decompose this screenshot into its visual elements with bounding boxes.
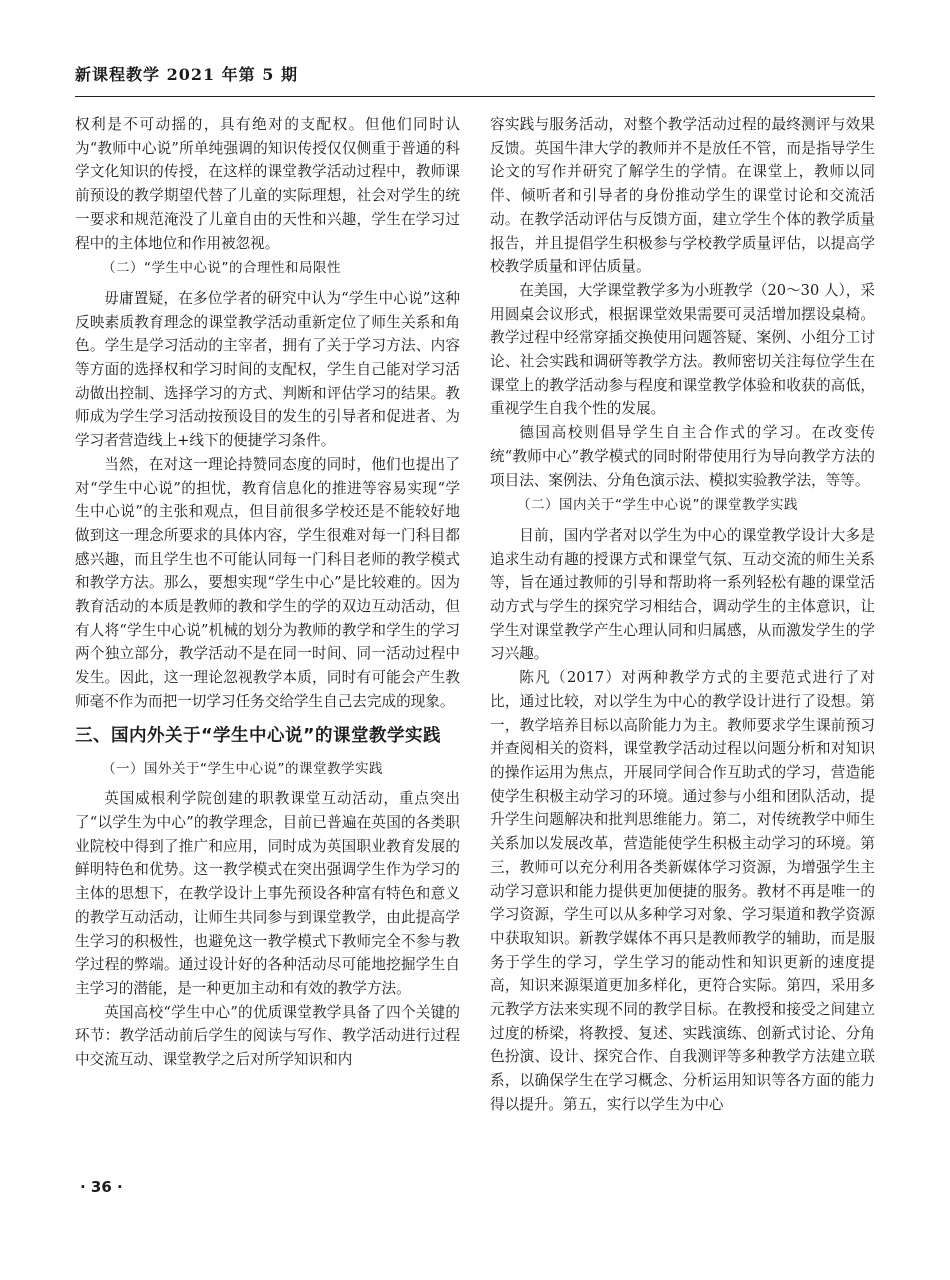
section-heading-2-2: （二）“学生中心说”的合理性和局限性 bbox=[102, 260, 341, 277]
left-column bbox=[75, 113, 460, 1072]
section-heading-3-1: （一）国外关于“学生中心说”的课堂教学实践 bbox=[102, 760, 383, 777]
header-rule bbox=[75, 96, 875, 97]
page-number: · 36 · bbox=[80, 1178, 123, 1196]
journal-running-header: 新课程教学 2021 年第 5 期 bbox=[75, 65, 298, 84]
right-paragraph-4: 目前，国内学者对以学生为中心的课堂教学设计大多是追求生动有趣的授课方式和课堂气氛、互动交流的师生关系等，旨在通过教师的引导和帮助将一系列轻松有趣的课堂活动方式与学生的探究学习相结合，调动学生的主体意识，让学生对课堂教学产生心理认同和归属感，从而激发学生的学习兴趣。 bbox=[490, 526, 875, 663]
left-paragraph-5: 英国高校“学生中心”的优质课堂教学具备了四个关键的环节：教学活动前后学生的阅读与写作、教学活动进行过程中交流互动、课堂教学之后对所学知识和内 bbox=[75, 1003, 460, 1069]
left-paragraph-3: 当然，在对这一理论持赞同态度的同时，他们也提出了对“学生中心说”的担忧，教育信息化的推进等容易实现“学生中心说”的主张和观点，但目前很多学校还是不能较好地做到这一理念所要求的具体内容，学生很难对每一门科目都感兴趣，而且学生也不可能认同每一门科目老师的教学模式和教学方法。那么，要想实现“学生中心”是比较难的。因为教育活动的本质是教师的教和学生的学的双边互动活动，但有人将“学生中心说”机械的划分为教师的教学和学生的学习两个独立部分，教学活动不是在同一时间、同一活动过程中发生。因此，这一理论忽视教学本质，同时有可能会产生教师毫不作为而把一切学习任务交给学生自己去完成的现象。 bbox=[75, 455, 460, 710]
left-paragraph-2: 毋庸置疑，在多位学者的研究中认为“学生中心说”这种反映素质教育理念的课堂教学活动重新定位了师生关系和角色。学生是学习活动的主宰者，拥有了关于学习方法、内容等方面的选择权和学习时间的支配权，学生自己能对学习活动做出控制、选择学习的方式、判断和评估学习的结果。教师成为学生学习活动按预设目的发生的引导者和促进者、为学习者营造线上+线下的便捷学习条件。 bbox=[75, 289, 460, 450]
right-paragraph-1: 容实践与服务活动，对整个教学活动过程的最终测评与效果反馈。英国牛津大学的教师并不是放任不管，而是指导学生论文的写作并研究了解学生的学情。在课堂上，教师以同伴、倾听者和引导者的身份推动学生的课堂讨论和交流活动。在教学活动评估与反馈方面，建立学生个体的教学质量报告，并且提倡学生积极参与学校教学质量评估，以提高学校教学质量和评估质量。 bbox=[490, 116, 875, 276]
section-heading-3: 三、国内外关于“学生中心说”的课堂教学实践 bbox=[75, 725, 442, 746]
right-paragraph-2: 在美国，大学课堂教学多为小班教学（20～30 人），采用圆桌会议形式，根据课堂效果需要可灵活增加摆设桌椅。教学过程中经常穿插交换使用问题答疑、案例、小组分工讨论、社会实践和调研等教学方法。教师密切关注每位学生在课堂上的教学活动参与程度和课堂教学体验和收获的高低，重视学生自我个性的发展。 bbox=[490, 281, 875, 418]
right-paragraph-3: 德国高校则倡导学生自主合作式的学习。在改变传统“教师中心”教学模式的同时附带使用行为导向教学方法的项目法、案例法、分角色演示法、模拟实验教学法，等等。 bbox=[490, 424, 875, 489]
section-heading-3-2: （二）国内关于“学生中心说”的课堂教学实践 bbox=[517, 497, 798, 514]
right-column bbox=[490, 113, 875, 1117]
right-paragraph-5: 陈凡（2017）对两种教学方式的主要范式进行了对比，通过比较，对以学生为中心的教学设计进行了设想。第一，教学培养目标以高阶能力为主。教师要求学生课前预习并查阅相关的资料，课堂教学活动过程以问题分析和对知识的操作运用为焦点，开展同学间合作互助式的学习，营造能使学生积极主动学习的环境。通过参与小组和团队活动，提升学生问题解决和批判思维能力。第二，对传统教学中师生关系加以发展改革，营造能使学生积极主动学习的环境。第三，教师可以充分利用各类新媒体学习资源，为增强学生主动学习意识和能力提供更加便捷的服务。教材不再是唯一的学习资源，学生可以从多种学习对象、学习渠道和教学资源中获取知识。新教学媒体不再只是教师教学的辅助，而是服务于学生的学习，学生学习的能动性和知识更新的速度提高，知识来源渠道更加多样化，更符合实际。第四，采用多元教学方法来实现不同的教学目标。在教授和接受之间建立过度的桥梁，将教授、复述、实践演练、创新式讨论、分角色扮演、设计、探究合作、自我测评等多种教学方法建立联系，以确保学生在学习概念、分析运用知识等各方面的能力得以提升。第五，实行以学生为中心 bbox=[490, 669, 875, 1113]
left-paragraph-4: 英国威根利学院创建的职教课堂互动活动，重点突出了“以学生为中心”的教学理念，目前已普遍在英国的各类职业院校中得到了推广和应用，同时成为英国职业教育发展的鲜明特色和优势。这一教学模式在突出强调学生作为学习的主体的思想下，在教学设计上事先预设各种富有特色和意义的教学互动活动，让师生共同参与到课堂教学，由此提高学生学习的积极性，也避免这一教学模式下教师完全不参与教学过程的弊端。通过设计好的各种活动尽可能地挖掘学生自主学习的潜能，是一种更加主动和有效的教学方法。 bbox=[75, 790, 460, 997]
left-paragraph-1: 权利是不可动摇的，具有绝对的支配权。但他们同时认为“教师中心说”所单纯强调的知识传授仅仅侧重于普通的科学文化知识的传授，在这样的课堂教学活动过程中，教师课前预设的教学期望代替了儿童的实际理想，社会对学生的统一要求和规范淹没了儿童自由的天性和兴趣，学生在学习过程中的主体地位和作用被忽视。 bbox=[75, 116, 460, 252]
